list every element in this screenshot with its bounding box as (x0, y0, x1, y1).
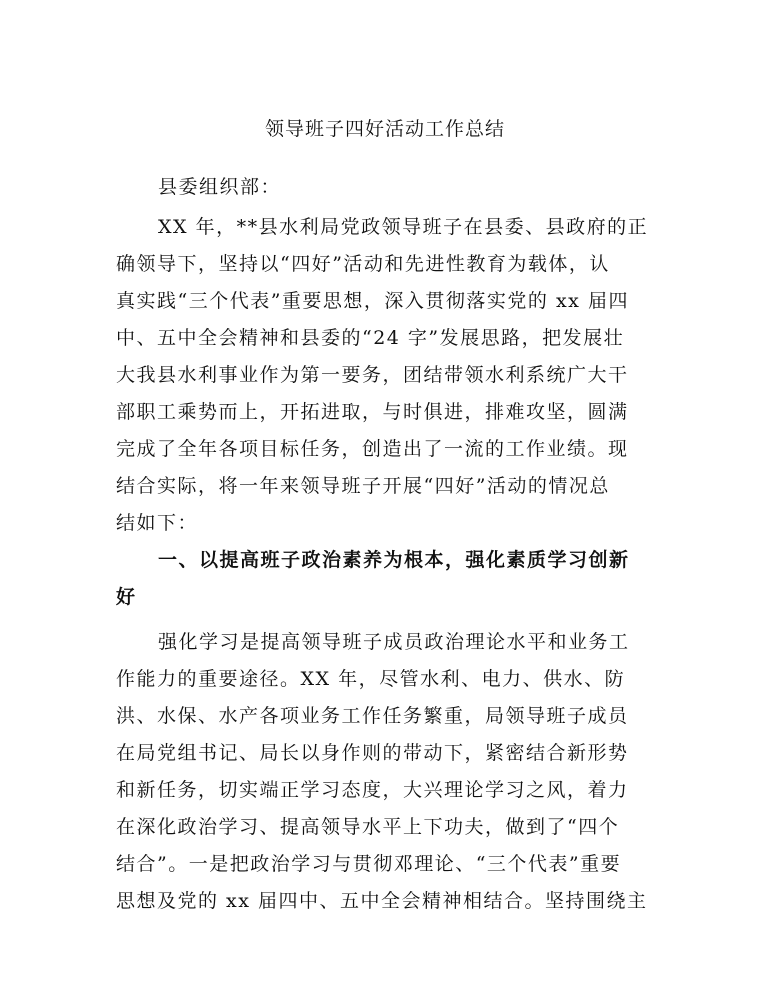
paragraph-line: 洪、水保、水产各项业务工作任务繁重，局领导班子成员 (116, 705, 629, 727)
paragraph-line: 在局党组书记、局长以身作则的带动下，紧密结合新形势 (116, 742, 629, 764)
paragraph-line: 思想及党的 xx 届四中、五中全会精神相结合。坚持围绕主 (116, 890, 648, 912)
document-title: 领导班子四好活动工作总结 (264, 118, 505, 140)
paragraph-line: 完成了全年各项目标任务，创造出了一流的工作业绩。现 (116, 438, 629, 460)
paragraph-line: 结合”。一是把政治学习与贯彻邓理论、“三个代表”重要 (116, 853, 622, 875)
section-heading: 一、以提高班子政治素养为根本，强化素质学习创新 (158, 549, 630, 571)
paragraph-line: 在深化政治学习、提高领导水平上下功夫，做到了“四个 (116, 816, 620, 838)
paragraph-line: 作能力的重要途径。XX 年，尽管水利、电力、供水、防 (116, 668, 626, 690)
paragraph-line: 结合实际，将一年来领导班子开展“四好”活动的情况总 (116, 475, 610, 497)
paragraph-line: XX 年，**县水利局党政领导班子在县委、县政府的正 (158, 216, 649, 238)
salutation: 县委组织部： (158, 176, 282, 198)
paragraph-line: 真实践“三个代表”重要思想，深入贯彻落实党的 xx 届四 (116, 290, 629, 312)
paragraph-line: 强化学习是提高领导班子成员政治理论水平和业务工 (158, 631, 630, 653)
paragraph-line: 部职工乘势而上，开拓进取，与时俱进，排难攻坚，圆满 (116, 401, 629, 423)
paragraph-line: 结如下： (116, 512, 199, 534)
section-heading-continued: 好 (116, 586, 137, 608)
paragraph-line: 中、五中全会精神和县委的“24 字”发展思路，把发展壮 (116, 327, 625, 349)
paragraph-line: 确领导下，坚持以“四好”活动和先进性教育为载体，认 (116, 253, 610, 275)
paragraph-line: 大我县水利事业作为第一要务，团结带领水利系统广大干 (116, 364, 629, 386)
paragraph-line: 和新任务，切实端正学习态度，大兴理论学习之风，着力 (116, 779, 629, 801)
